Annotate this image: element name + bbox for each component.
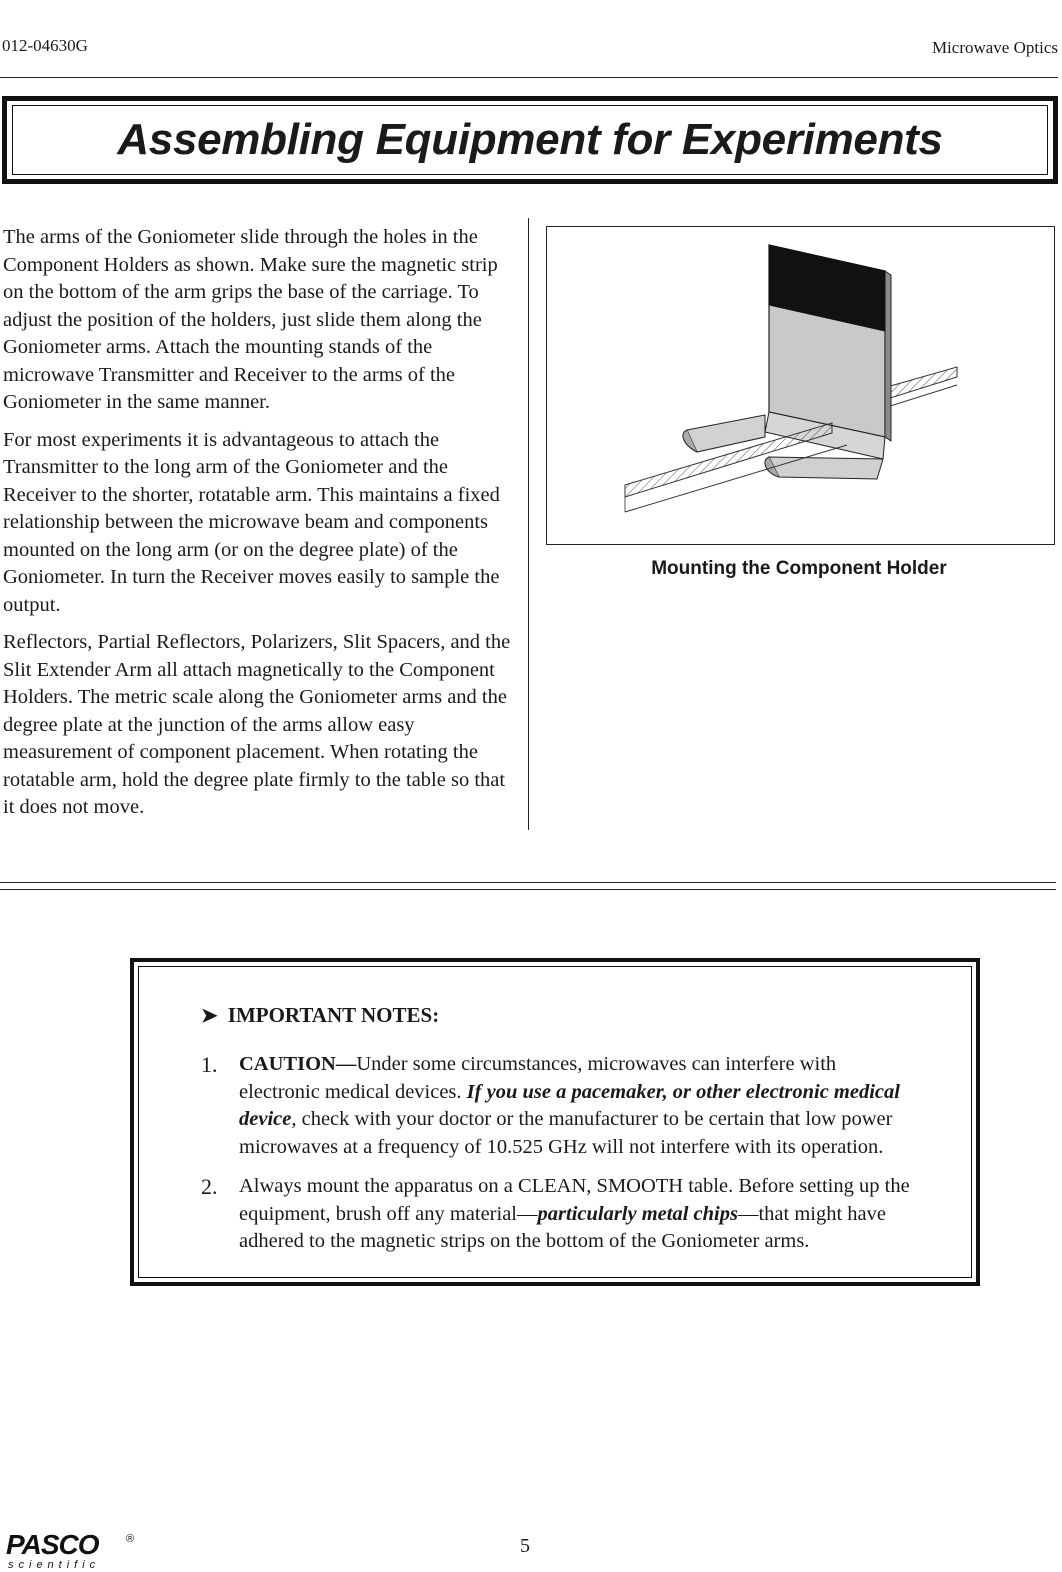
notes-heading [201,1003,439,1028]
note-text [239,1051,921,1161]
note-caution-label: CAUTION— [239,1053,357,1075]
note-number: 2. [201,1174,218,1199]
title-box [2,96,1058,184]
svg-text:PASCO: PASCO [6,1530,99,1560]
note-text-b: , check with your doctor or the manufacturer to be certain that low power microwaves at a frequency of 10.525 GHz will not interfere with its operation. [239,1108,893,1158]
component-holder-illustration [547,227,1055,545]
page-number: 5 [520,1535,530,1557]
note-text [239,1173,921,1256]
note-item-1 [201,1051,921,1161]
section-rule-2 [0,889,1056,890]
page-title: Assembling Equipment for Experiments [117,115,943,164]
note-text-a: Always mount the apparatus on a CLEAN, SMOOTH table. Before setting up the equipment, brush off any material— [239,1175,910,1225]
header-rule [0,77,1058,78]
svg-text:scientific: scientific [8,1559,101,1570]
important-notes-inner [138,966,972,1278]
notes-heading-text: IMPORTANT NOTES: [227,1003,440,1027]
column-divider [528,218,529,830]
manual-title: Microwave Optics [931,38,1058,57]
component-holder-figure [546,226,1055,545]
title-box-inner [12,105,1048,175]
note-emphasis: particularly metal chips [537,1202,738,1225]
body-paragraph-2: For most experiments it is advantageous to attach the Transmitter to the long arm of the Goniometer and the Receiver to the shorter, rotatable arm. This maintains a fixed relationship between the microwave beam and components mounted on the long arm (or on the degree plate) of the Goniometer. In turn the Receiver moves easily to sample the output. [3,428,500,616]
note-number: 1. [201,1052,218,1077]
note-text-a: Under some circumstances, microwaves can interfere with electronic medical devices. [239,1053,837,1103]
note-item-2 [201,1173,921,1256]
pasco-logo [4,1530,144,1570]
doc-number: 012-04630G [2,36,88,55]
svg-text:®: ® [126,1533,135,1545]
body-paragraph-1: The arms of the Goniometer slide through the holes in the Component Holders as shown. Make sure the magnetic strip on the bottom of the arm grips the base of the carriage. To adjust the position of the holders, just slide them along the Goniometer arms. Attach the mounting stands of the microwave Transmitter and Receiver to the arms of the Goniometer in the same manner. [3,226,498,413]
body-text [3,224,515,832]
note-emphasis: If you use a pacemaker, or other electronic medical device [239,1080,900,1130]
body-paragraph-3: Reflectors, Partial Reflectors, Polarizers, Slit Spacers, and the Slit Extender Arm all attach magnetically to the Component Holders. The metric scale along the Goniometer arms and the degree plate at the junction of the arms allow easy measurement of component placement. When rotating the rotatable arm, hold the degree plate firmly to the table so that it does not move. [3,631,511,818]
important-notes-box [130,958,980,1286]
section-rule [0,882,1056,883]
figure-caption: Mounting the Component Holder [651,558,947,579]
arrow-right-icon: ➤ [201,1005,218,1027]
note-text-b: —that might have adhered to the magnetic strips on the bottom of the Goniometer arms. [239,1202,886,1252]
